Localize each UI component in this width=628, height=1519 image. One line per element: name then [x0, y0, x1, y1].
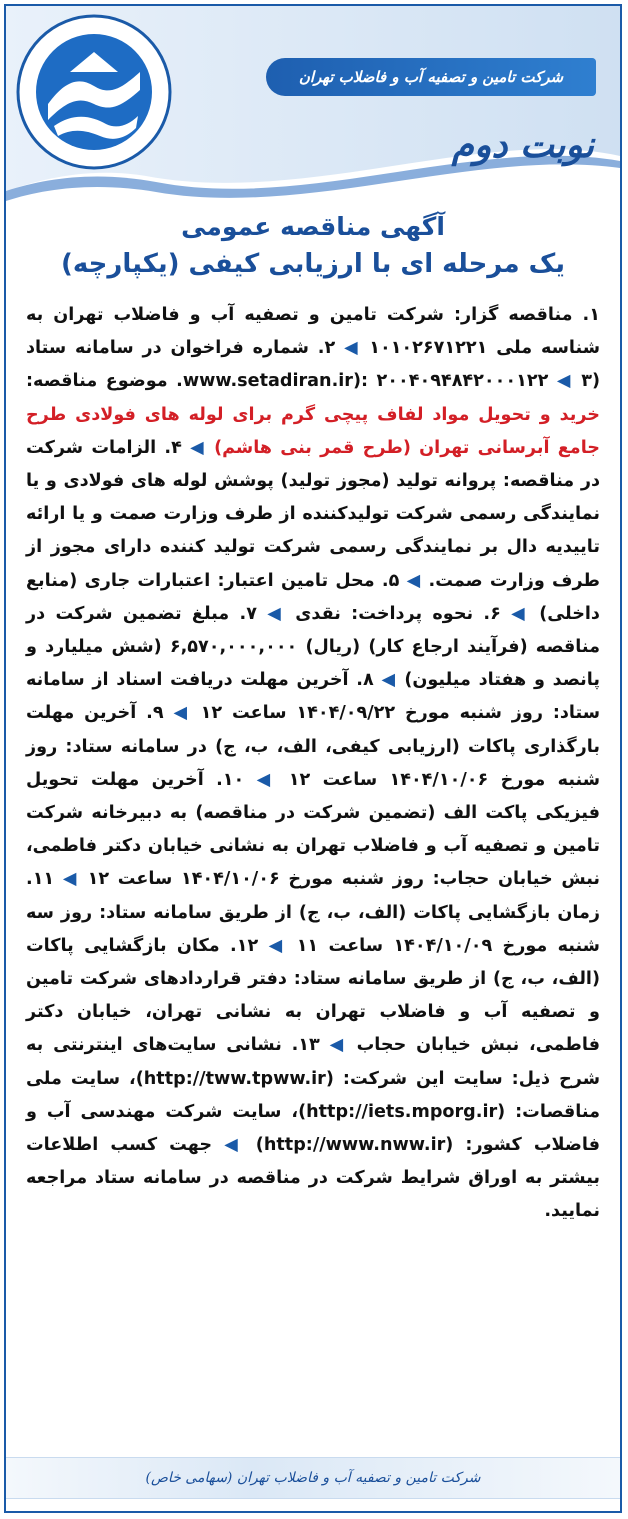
item-13-mid1: )، سایت ملی مناقصات: ( — [26, 1068, 600, 1122]
arrow-icon: ◀ — [556, 371, 573, 392]
arrow-icon: ◀ — [406, 570, 422, 591]
tender-notice — [4, 4, 622, 1513]
item-2-prefix: ۲. شماره فراخوان در سامانه ستاد ( — [26, 338, 600, 392]
item-13-mid2: )، سایت شرکت مهندسی آب و فاضلاب کشور: ( — [26, 1101, 600, 1156]
item-4-requirements: ۴. الزامات شرکت در مناقصه: پروانه تولید (مجوز تولید) پوشش لوله های فولادی و یا نمایندگی رسمی شرکت تولیدکننده از طرف وزارت صمت و یا ارائه تاییدیه دال بر نمایندگی رسمی شرکت تولید کننده دارای مجوز از طرف وزارت صمت. — [26, 437, 600, 591]
notice-header — [6, 6, 620, 211]
edition-label: نوبت دوم — [451, 124, 594, 166]
arrow-icon: ◀ — [344, 338, 361, 359]
item-3-subject: خرید و تحویل مواد لفاف پیچی گرم برای لوله های فولادی طرح جامع آبرسانی تهران (طرح قمر بنی هاشم) — [26, 404, 600, 458]
item-7-guarantee: ۷. مبلغ تضمین شرکت در مناقصه (فرآیند ارجاع کار) (ریال) ۶,۵۷۰,۰۰۰,۰۰۰ (شش میلیارد و پانصد و هفتاد میلیون) — [26, 603, 600, 691]
arrow-icon: ◀ — [329, 1035, 347, 1056]
company-signature: شرکت تامین و تصفیه آب و فاضلاب تهران (سهامی خاص) — [6, 1457, 620, 1499]
closing-note: جهت کسب اطلاعات بیشتر به اوراق شرایط شرکت در مناقصه در سامانه ستاد مراجعه نمایید. — [26, 1135, 600, 1222]
notice-subtitle: یک مرحله ای با ارزیابی کیفی (یکپارچه) — [60, 249, 566, 279]
item-8-document-deadline: ۸. آخرین مهلت دریافت اسناد از سامانه ستاد: روز شنبه مورخ ۱۴۰۴/۰۹/۲۲ ساعت ۱۲ — [26, 670, 601, 724]
arrow-icon: ◀ — [268, 935, 287, 956]
company-website-link[interactable]: http://tww.tpww.ir — [143, 1068, 326, 1089]
arrow-icon: ◀ — [267, 603, 285, 624]
item-2-number: ): ۲۰۰۴۰۹۴۸۴۲۰۰۰۱۲۲ — [352, 371, 549, 392]
arrow-icon: ◀ — [256, 769, 277, 790]
notice-title: آگهی مناقصه عمومی — [181, 212, 445, 241]
item-1-organizer: ۱. مناقصه گزار: شرکت تامین و تصفیه آب و فاضلاب تهران به شناسه ملی ۱۰۱۰۲۶۷۱۲۲۱ — [26, 305, 601, 359]
notice-titles — [6, 209, 620, 283]
item-13-prefix: ۱۳. نشانی سایت‌های اینترنتی به شرح ذیل: سایت این شرکت: ( — [26, 1035, 600, 1089]
setad-url: www.setadiran.ir — [182, 371, 353, 392]
arrow-icon: ◀ — [224, 1135, 244, 1156]
notice-body — [26, 299, 600, 1229]
national-tenders-link[interactable]: http://iets.mporg.ir — [306, 1101, 498, 1122]
notice-footer — [6, 1433, 620, 1511]
item-6-payment: ۶. نحوه پرداخت: نقدی — [295, 603, 501, 624]
item-9-upload-deadline: ۹. آخرین مهلت بارگذاری پاکات (ارزیابی کیفی، الف، ب، ج) در سامانه ستاد: روز شنبه مورخ ۱۴۰۴/۱۰/۰۶ ساعت ۱۲ — [26, 703, 600, 790]
item-13-end: ) — [255, 1135, 264, 1156]
arrow-icon: ◀ — [62, 869, 79, 890]
item-12-opening-place: ۱۲. مکان بازگشایی پاکات (الف، ب، ج) از طریق سامانه ستاد: دفتر قراردادهای شرکت تامین و تصفیه آب و فاضلاب تهران به نشانی تهران، خیابان دکتر فاطمی، نبش خیابان حجاب — [26, 935, 601, 1056]
item-5-funding: ۵. محل تامین اعتبار: اعتبارات جاری (منابع داخلی) — [26, 570, 600, 624]
arrow-icon: ◀ — [190, 437, 206, 458]
arrow-icon: ◀ — [173, 703, 191, 724]
company-name-banner: شرکت تامین و تصفیه آب و فاضلاب تهران — [266, 58, 596, 96]
company-logo — [14, 12, 174, 172]
item-11-opening-time: ۱۱. زمان بازگشایی پاکات (الف، ب، ج) از طریق سامانه ستاد: روز سه شنبه مورخ ۱۴۰۴/۱۰/۰۹ ساعت ۱۱ — [26, 869, 600, 956]
nww-website-link[interactable]: http://www.nww.ir — [263, 1135, 446, 1156]
arrow-icon: ◀ — [511, 603, 529, 624]
item-10-physical-delivery: ۱۰. آخرین مهلت تحویل فیزیکی پاکت الف (تضمین شرکت در مناقصه) به دبیرخانه شرکت تامین و تصفیه آب و فاضلاب تهران به نشانی خیابان دکتر فاطمی، نبش خیابان حجاب: روز شنبه مورخ ۱۴۰۴/۱۰/۰۶ ساعت ۱۲ — [26, 769, 600, 890]
arrow-icon: ◀ — [381, 670, 397, 691]
item-3-label: ۳. موضوع مناقصه: — [26, 371, 592, 392]
